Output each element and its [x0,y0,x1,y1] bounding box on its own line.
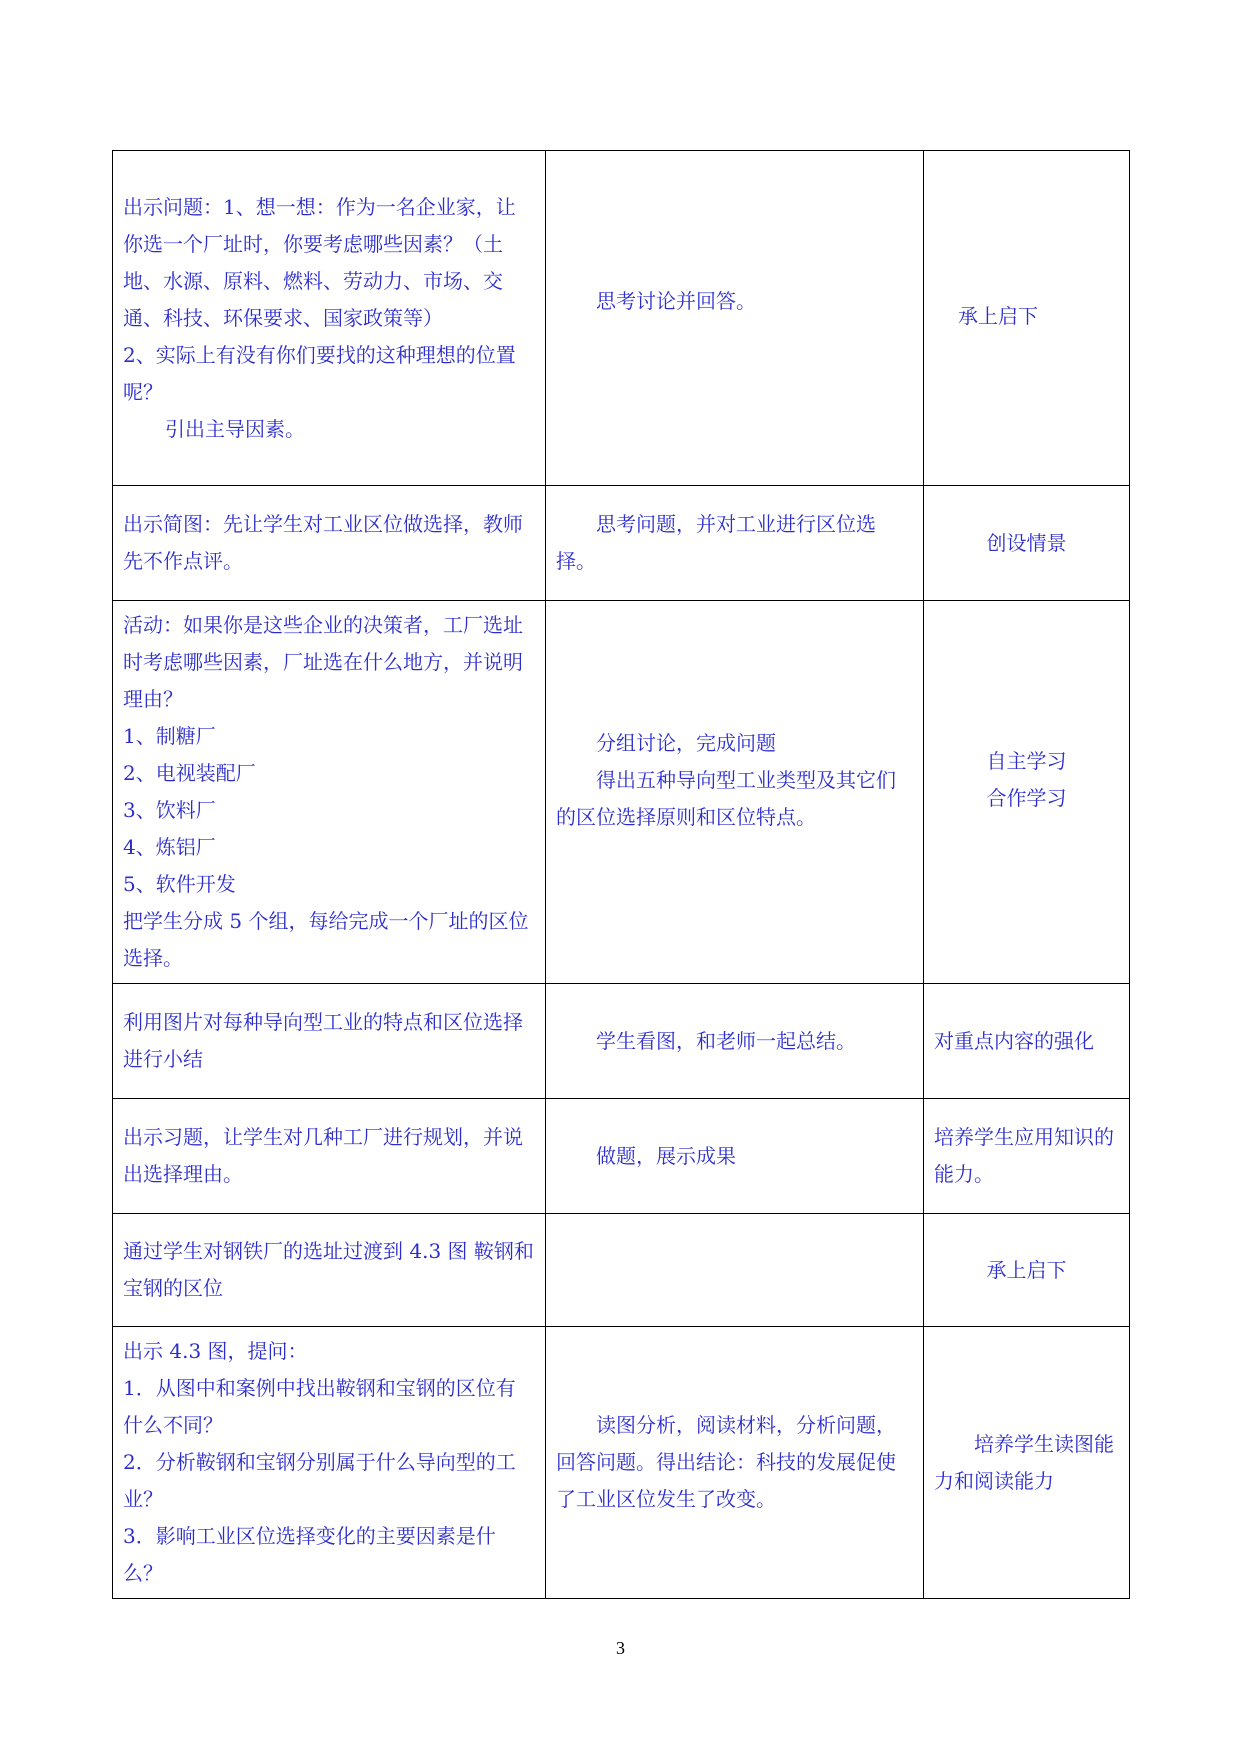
cell-text: 读图分析，阅读材料，分析问题，回答问题。得出结论：科技的发展促使了工业区位发生了改变。 [556,1413,896,1511]
cell-text: 5、软件开发 [123,872,236,896]
student-activity-cell [546,1327,924,1599]
table-row [113,1099,1130,1214]
cell-text: 1．从图中和案例中找出鞍钢和宝钢的区位有什么不同？ [123,1376,516,1437]
teacher-activity-cell [113,601,546,984]
cell-text: 得出五种导向型工业类型及其它们的区位选择原则和区位特点。 [556,767,896,829]
cell-text: 3、饮料厂 [123,798,216,822]
design-intent-cell [924,151,1130,486]
cell-text: 通过学生对钢铁厂的选址过渡到 4.3 图 鞍钢和宝钢的区位 [123,1239,534,1300]
teacher-activity-cell [113,984,546,1099]
table-row [113,486,1130,601]
cell-text: 出示 4.3 图，提问： [123,1339,308,1363]
cell-text: 分组讨论，完成问题 [596,730,776,755]
teacher-activity-cell [113,486,546,601]
design-intent-cell [924,486,1130,601]
student-activity-cell [546,984,924,1099]
cell-text: 2、实际上有没有你们要找的这种理想的位置呢？ [123,342,516,404]
table-row [113,1327,1130,1599]
page-number: 3 [616,1638,625,1658]
cell-text: 思考问题，并对工业进行区位选择。 [556,512,876,573]
cell-text: 1、制糖厂 [123,724,216,748]
student-activity-cell [546,151,924,486]
design-intent-cell [924,1327,1130,1599]
design-intent-cell [924,601,1130,984]
teacher-activity-cell [113,1327,546,1599]
cell-text: 对重点内容的强化 [934,1028,1094,1053]
cell-text: 4、炼铝厂 [123,835,216,859]
cell-text: 培养学生读图能力和阅读能力 [934,1431,1114,1493]
cell-text: 引出主导因素。 [165,416,305,441]
cell-text: 自主学习 [986,749,1067,773]
cell-text: 利用图片对每种导向型工业的特点和区位选择进行小结 [123,1010,523,1071]
cell-text: 创设情景 [986,530,1067,555]
student-activity-cell [546,1214,924,1327]
design-intent-cell [924,1099,1130,1214]
teacher-activity-cell [113,1214,546,1327]
table-row [113,601,1130,984]
cell-text: 活动：如果你是这些企业的决策者，工厂选址时考虑哪些因素，厂址选在什么地方，并说明理由？ [123,613,523,711]
cell-text: 出示习题，让学生对几种工厂进行规划，并说出选择理由。 [123,1125,523,1186]
table-row [113,151,1130,486]
cell-text: 承上启下 [958,303,1038,328]
cell-text: 做题，展示成果 [596,1143,736,1168]
lesson-plan-table [112,150,1130,1599]
cell-text: 合作学习 [986,786,1067,810]
cell-text: 学生看图，和老师一起总结。 [596,1028,856,1053]
student-activity-cell [546,601,924,984]
cell-text: 2、电视装配厂 [123,761,256,785]
cell-text: 培养学生应用知识的能力。 [934,1125,1114,1186]
teacher-activity-cell [113,1099,546,1214]
cell-text: 思考讨论并回答。 [596,288,756,313]
cell-text: 承上启下 [986,1257,1067,1282]
cell-text: 3．影响工业区位选择变化的主要因素是什么？ [123,1524,496,1585]
design-intent-cell [924,984,1130,1099]
design-intent-cell [924,1214,1130,1327]
cell-text: 2．分析鞍钢和宝钢分别属于什么导向型的工业？ [123,1450,516,1511]
table-row [113,1214,1130,1327]
cell-text: 出示问题：1、想一想：作为一名企业家，让你选一个厂址时，你要考虑哪些因素？（土地、水源、原料、燃料、劳动力、市场、交通、科技、环保要求、国家政策等） [123,194,516,330]
cell-text: 把学生分成 5 个组，每给完成一个厂址的区位选择。 [123,909,529,970]
cell-text: 出示简图：先让学生对工业区位做选择，教师先不作点评。 [123,512,523,573]
student-activity-cell [546,486,924,601]
table-row [113,984,1130,1099]
student-activity-cell [546,1099,924,1214]
teacher-activity-cell [113,151,546,486]
